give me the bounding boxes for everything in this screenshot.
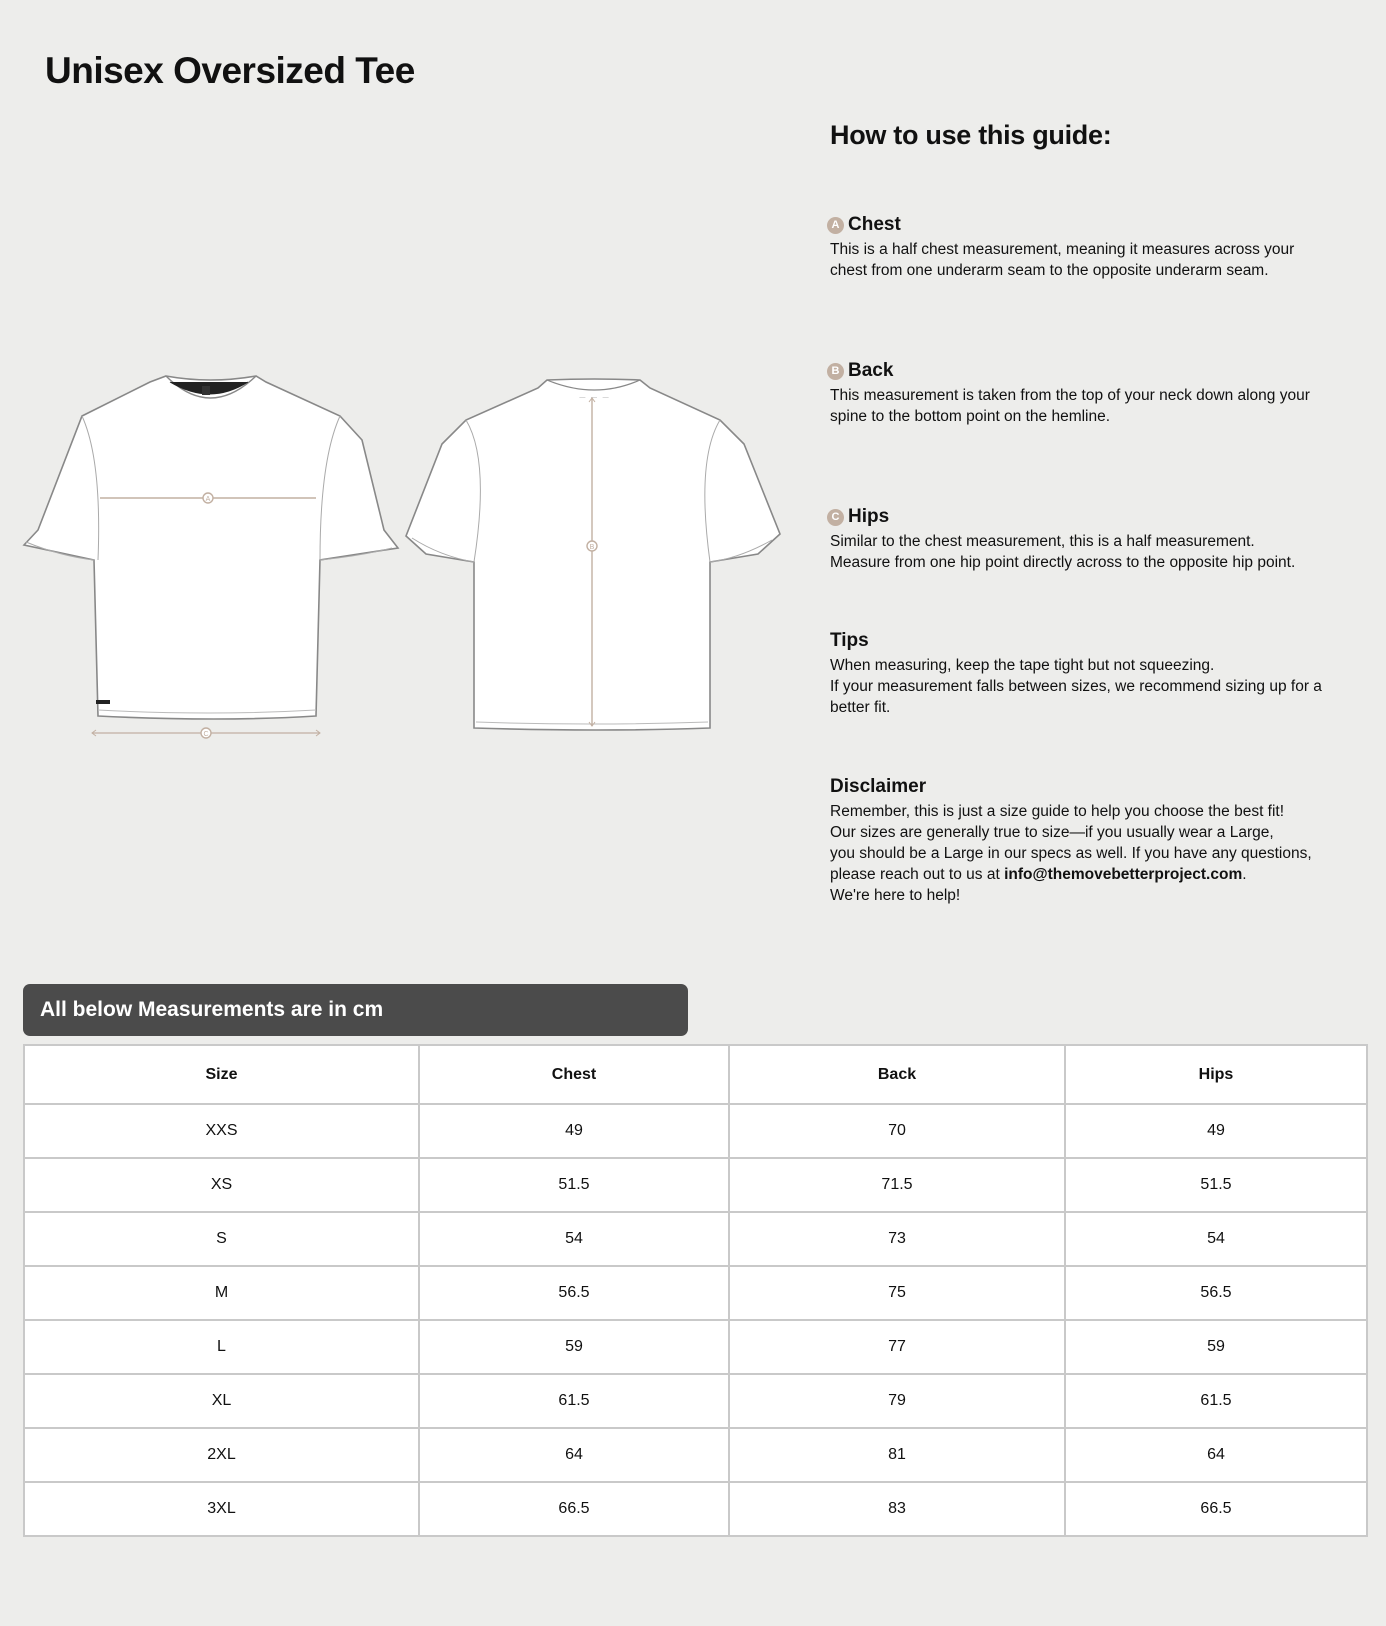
table-cell: 51.5 [1065,1158,1367,1212]
section-body: This is a half chest measurement, meaning it measures across your chest from one underarm seam to the opposite underarm seam. [830,241,1295,279]
badge-c-icon: C [827,509,844,526]
guide-section-hips [830,506,1350,573]
table-row [24,1482,1367,1536]
table-row [24,1212,1367,1266]
svg-text:— — —: — — — [579,395,611,401]
section-title: Back [848,360,894,381]
table-cell: M [24,1266,419,1320]
table-cell: 64 [419,1428,729,1482]
badge-b-icon: B [827,363,844,380]
table-header-row [24,1045,1367,1104]
table-cell: 66.5 [419,1482,729,1536]
table-row [24,1374,1367,1428]
page-title: Unisex Oversized Tee [45,50,415,91]
table-cell: 64 [1065,1428,1367,1482]
table-cell: S [24,1212,419,1266]
hips-marker-label: C [203,731,209,738]
table-cell: 75 [729,1266,1065,1320]
table-cell: 59 [419,1320,729,1374]
back-tee-illustration [406,379,780,730]
table-cell: 3XL [24,1482,419,1536]
table-row [24,1266,1367,1320]
guide-section-disclaimer [830,776,1350,906]
table-cell: 71.5 [729,1158,1065,1212]
contact-email[interactable]: info@themovebetterproject.com [1004,866,1243,883]
table-cell: 70 [729,1104,1065,1158]
section-title: Disclaimer [830,776,927,797]
column-header: Hips [1065,1045,1367,1104]
table-cell: XL [24,1374,419,1428]
section-body: This measurement is taken from the top of your neck down along your spine to the bottom point on the hemline. [830,387,1310,425]
column-header: Chest [419,1045,729,1104]
back-marker-label: B [589,544,595,551]
guide-heading: How to use this guide: [830,120,1112,150]
table-cell: 73 [729,1212,1065,1266]
table-cell: 66.5 [1065,1482,1367,1536]
table-cell: 77 [729,1320,1065,1374]
table-cell: 61.5 [1065,1374,1367,1428]
table-row [24,1428,1367,1482]
guide-section-chest [830,214,1350,281]
table-cell: 81 [729,1428,1065,1482]
table-cell: 49 [1065,1104,1367,1158]
badge-a-icon: A [827,217,844,234]
table-cell: 54 [1065,1212,1367,1266]
section-title: Hips [848,506,890,527]
table-cell: 61.5 [419,1374,729,1428]
measurement-guide [830,120,1350,904]
table-cell: 59 [1065,1320,1367,1374]
units-banner: All below Measurements are in cm [23,984,688,1036]
table-cell: 56.5 [1065,1266,1367,1320]
table-cell: XS [24,1158,419,1212]
table-cell: 83 [729,1482,1065,1536]
column-header: Size [24,1045,419,1104]
size-table [23,1044,1368,1537]
section-body: Remember, this is just a size guide to help you choose the best fit! Our sizes are generally true to size—if you usually wear a Large, you should be a Large in our specs as well. If you have any questions, please reach out to us at info@themovebetterproject.com. We're here to help! [830,803,1312,904]
tee-diagram [20,360,790,780]
table-row [24,1104,1367,1158]
chest-marker-label: A [205,496,211,503]
table-row [24,1320,1367,1374]
table-row [24,1158,1367,1212]
section-body: Similar to the chest measurement, this is a half measurement. Measure from one hip point directly across to the opposite hip point. [830,533,1296,571]
table-cell: 54 [419,1212,729,1266]
table-cell: L [24,1320,419,1374]
section-title: Tips [830,630,869,651]
table-cell: 56.5 [419,1266,729,1320]
section-title: Chest [848,214,901,235]
section-body: When measuring, keep the tape tight but not squeezing. If your measurement falls between sizes, we recommend sizing up for a better fit. [830,657,1322,716]
guide-section-tips [830,630,1350,718]
table-cell: 2XL [24,1428,419,1482]
guide-section-back [830,360,1350,427]
column-header: Back [729,1045,1065,1104]
table-cell: 49 [419,1104,729,1158]
front-tee-illustration [24,376,398,738]
table-cell: 51.5 [419,1158,729,1212]
table-cell: XXS [24,1104,419,1158]
table-cell: 79 [729,1374,1065,1428]
